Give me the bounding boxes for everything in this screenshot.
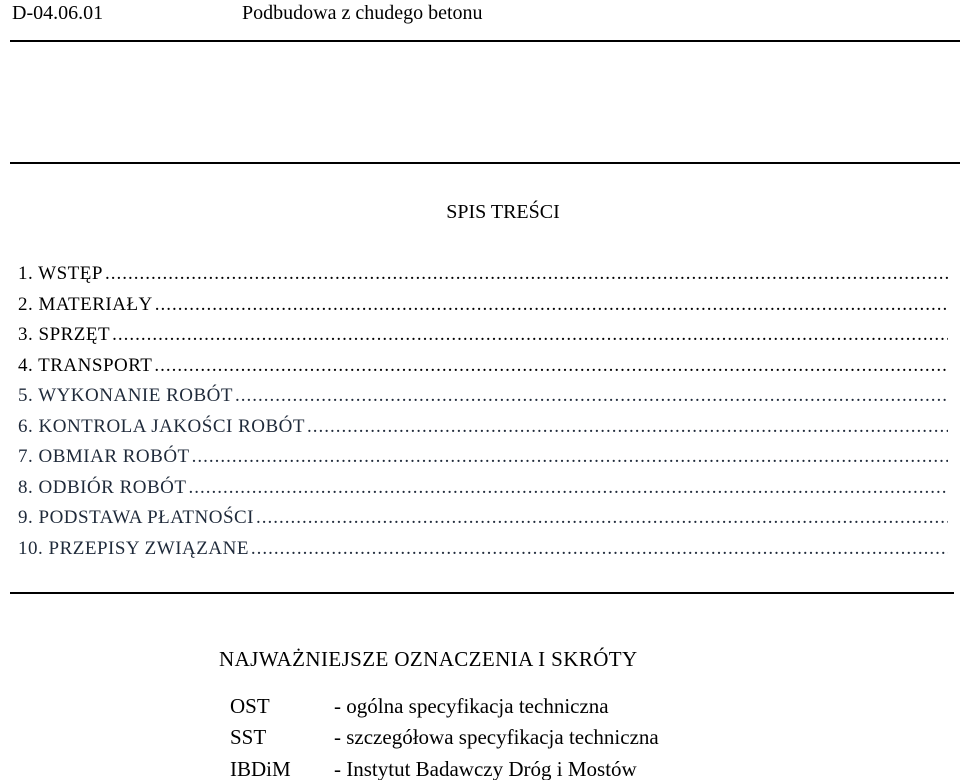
abbreviations-table bbox=[230, 690, 659, 780]
toc-item-label: 4. TRANSPORT bbox=[18, 354, 153, 376]
toc-item-label: 2. MATERIAŁY bbox=[18, 293, 153, 315]
toc-heading: SPIS TREŚCI bbox=[446, 201, 560, 223]
toc-item-6[interactable] bbox=[18, 412, 948, 443]
abbreviation-row bbox=[230, 753, 659, 780]
abbreviation-meaning: - Instytut Badawczy Dróg i Mostów bbox=[334, 756, 637, 780]
toc-leader-dots bbox=[105, 259, 948, 289]
toc-item-8[interactable] bbox=[18, 473, 948, 504]
toc-item-3[interactable] bbox=[18, 320, 948, 351]
toc-item-label: 1. WSTĘP bbox=[18, 263, 103, 284]
abbreviation-code: IBDiM bbox=[230, 756, 291, 780]
toc-leader-dots bbox=[155, 290, 948, 320]
abbreviation-row bbox=[230, 722, 659, 754]
abbreviation-row bbox=[230, 690, 659, 722]
toc-item-4[interactable] bbox=[18, 351, 948, 382]
toc-item-10[interactable] bbox=[18, 534, 948, 565]
toc-item-label: 10. PRZEPISY ZWIĄZANE bbox=[18, 537, 249, 559]
abbreviations-heading: NAJWAŻNIEJSZE OZNACZENIA I SKRÓTY bbox=[219, 647, 638, 671]
page-header bbox=[12, 0, 960, 26]
toc-leader-dots bbox=[188, 473, 948, 503]
document-code: D-04.06.01 bbox=[12, 2, 104, 24]
abbreviation-code: SST bbox=[230, 725, 267, 750]
toc-item-2[interactable] bbox=[18, 290, 948, 321]
toc-item-label: 6. KONTROLA JAKOŚCI ROBÓT bbox=[18, 415, 305, 437]
toc-item-9[interactable] bbox=[18, 503, 948, 534]
toc-leader-dots bbox=[112, 320, 948, 350]
toc-leader-dots bbox=[256, 503, 948, 533]
toc-item-1[interactable] bbox=[18, 259, 948, 290]
toc-leader-dots bbox=[235, 381, 948, 411]
header-divider bbox=[10, 40, 960, 42]
toc-item-label: 3. SPRZĘT bbox=[18, 324, 111, 345]
toc-leader-dots bbox=[251, 534, 948, 564]
toc-top-divider bbox=[10, 162, 960, 164]
toc-item-label: 5. WYKONANIE ROBÓT bbox=[18, 385, 233, 406]
toc-item-label: 8. ODBIÓR ROBÓT bbox=[18, 476, 187, 498]
toc-bottom-divider bbox=[10, 592, 954, 594]
abbreviation-meaning: - ogólna specyfikacja techniczna bbox=[334, 693, 609, 718]
abbreviation-code: OST bbox=[230, 693, 270, 718]
toc-item-label: 9. PODSTAWA PŁATNOŚCI bbox=[18, 507, 255, 528]
toc-leader-dots bbox=[154, 351, 948, 381]
toc-item-5[interactable] bbox=[18, 381, 948, 412]
table-of-contents bbox=[18, 259, 948, 564]
document-title: Podbudowa z chudego betonu bbox=[242, 2, 483, 24]
abbreviation-meaning: - szczegółowa specyfikacja techniczna bbox=[334, 725, 659, 750]
toc-leader-dots bbox=[307, 412, 948, 442]
toc-item-label: 7. OBMIAR ROBÓT bbox=[18, 446, 190, 467]
toc-leader-dots bbox=[192, 442, 948, 472]
toc-item-7[interactable] bbox=[18, 442, 948, 473]
